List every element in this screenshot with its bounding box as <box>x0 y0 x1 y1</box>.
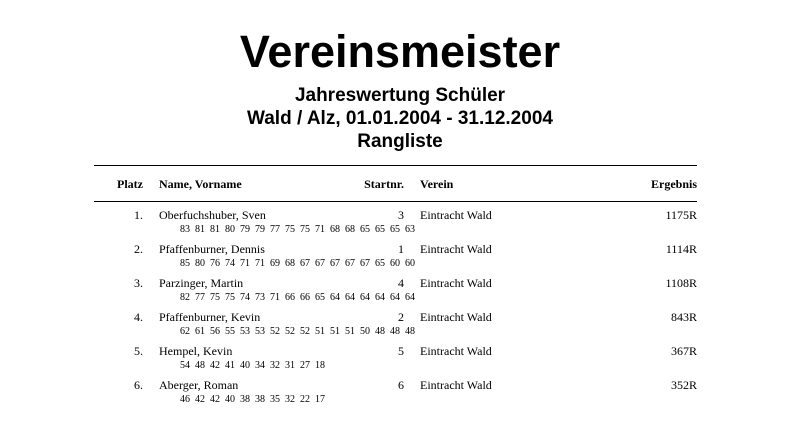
startnr-cell: 5 <box>398 344 404 358</box>
club-cell: Eintracht Wald <box>420 242 492 256</box>
club-cell: Eintracht Wald <box>420 310 492 324</box>
page-title: Vereinsmeister <box>239 26 561 77</box>
series-scores: 83 81 81 80 79 79 77 75 75 71 68 68 65 65 65 63 <box>180 224 415 235</box>
rank-cell: 6. <box>134 378 143 392</box>
table-row <box>0 310 800 344</box>
result-cell: 367R <box>670 344 697 358</box>
divider-header <box>94 201 697 202</box>
result-cell: 1114R <box>665 242 697 256</box>
club-cell: Eintracht Wald <box>420 378 492 392</box>
name-cell: Parzinger, Martin <box>159 276 244 290</box>
club-cell: Eintracht Wald <box>420 344 492 358</box>
rank-cell: 2. <box>134 242 143 256</box>
name-cell: Oberfuchshuber, Sven <box>159 208 266 222</box>
divider-top <box>94 165 697 166</box>
result-cell: 1175R <box>665 208 697 222</box>
rank-cell: 4. <box>134 310 143 324</box>
column-header-platz: Platz <box>117 177 143 191</box>
table-row <box>0 276 800 310</box>
column-header-name: Name, Vorname <box>159 177 242 191</box>
rank-cell: 3. <box>134 276 143 290</box>
series-scores: 46 42 42 40 38 38 35 32 22 17 <box>180 394 325 405</box>
list-title: Rangliste <box>357 131 443 152</box>
result-cell: 1108R <box>665 276 697 290</box>
club-cell: Eintracht Wald <box>420 276 492 290</box>
club-cell: Eintracht Wald <box>420 208 492 222</box>
rank-cell: 5. <box>134 344 143 358</box>
series-scores: 85 80 76 74 71 71 69 68 67 67 67 67 67 65 60 60 <box>180 258 415 269</box>
page-subtitle: Jahreswertung Schüler <box>294 85 506 106</box>
location-dates: Wald / Alz, 01.01.2004 - 31.12.2004 <box>247 108 553 129</box>
column-header-startnr: Startnr. <box>364 177 404 191</box>
series-scores: 82 77 75 75 74 73 71 66 66 65 64 64 64 64 64 64 <box>180 292 415 303</box>
table-row <box>0 344 800 378</box>
series-scores: 54 48 42 41 40 34 32 31 27 18 <box>180 360 325 371</box>
result-cell: 843R <box>670 310 697 324</box>
table-row <box>0 378 800 412</box>
startnr-cell: 6 <box>398 378 404 392</box>
column-header-ergebnis: Ergebnis <box>650 177 697 191</box>
name-cell: Aberger, Roman <box>159 378 239 392</box>
column-header-verein: Verein <box>420 177 454 191</box>
startnr-cell: 3 <box>398 208 404 222</box>
name-cell: Pfaffenburner, Kevin <box>159 310 261 324</box>
table-row <box>0 242 800 276</box>
table-row <box>0 208 800 242</box>
startnr-cell: 2 <box>398 310 404 324</box>
result-cell: 352R <box>670 378 697 392</box>
startnr-cell: 4 <box>398 276 404 290</box>
startnr-cell: 1 <box>398 242 404 256</box>
name-cell: Pfaffenburner, Dennis <box>159 242 265 256</box>
series-scores: 62 61 56 55 53 53 52 52 52 51 51 51 50 48 48 48 <box>180 326 415 337</box>
rank-cell: 1. <box>134 208 143 222</box>
name-cell: Hempel, Kevin <box>159 344 233 358</box>
